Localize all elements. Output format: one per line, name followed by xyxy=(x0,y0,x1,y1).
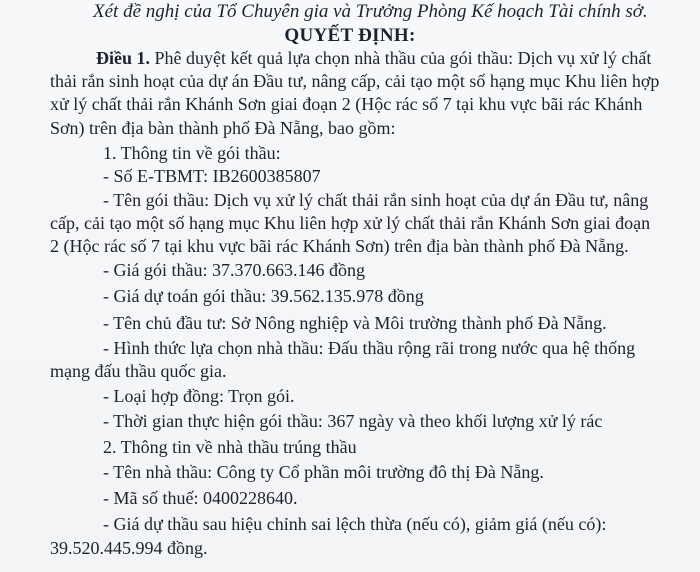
selection-method-line-1: - Hình thức lựa chọn nhà thầu: Đấu thầu rộng rãi trong nước qua hệ thống xyxy=(103,338,636,358)
investor-line: - Tên chủ đầu tư: Sở Nông nghiệp và Môi trường thành phố Đà Nẵng. xyxy=(103,313,607,333)
package-name-line-1: - Tên gói thầu: Dịch vụ xử lý chất thải rắn sinh hoạt của dự án Đầu tư, nâng xyxy=(103,190,649,210)
tax-code-line: - Mã số thuế: 0400228640. xyxy=(103,488,298,508)
contractor-name-line: - Tên nhà thầu: Công ty Cổ phần môi trường đô thị Đà Nẵng. xyxy=(103,462,544,482)
contract-type-line: - Loại hợp đồng: Trọn gói. xyxy=(103,386,295,406)
bid-price-line-1: - Giá dự thầu sau hiệu chỉnh sai lệch thừa (nếu có), giảm giá (nếu có): xyxy=(103,514,607,534)
article-1-text: Phê duyệt kết quả lựa chọn nhà thầu của gói thầu: Dịch vụ xử lý chất xyxy=(150,48,652,68)
etbmt-line: - Số E-TBMT: IB2600385807 xyxy=(103,166,321,186)
package-name-line-2: cấp, cải tạo một số hạng mục Khu liên hợp xử lý chất thải rắn Khánh Sơn giai đoạn xyxy=(50,213,651,233)
article-1-label: Điều 1. xyxy=(96,48,150,68)
package-price-line: - Giá gói thầu: 37.370.663.146 đồng xyxy=(103,260,365,280)
article-1-line-2: thải rắn sinh hoạt của dự án Đầu tư, nâng cấp, cải tạo một số hạng mục Khu liên hợp xyxy=(50,71,660,91)
section-1-title: 1. Thông tin về gói thầu: xyxy=(103,143,281,163)
duration-line: - Thời gian thực hiện gói thầu: 367 ngày và theo khối lượng xử lý rác xyxy=(103,411,603,431)
section-2-title: 2. Thông tin về nhà thầu trúng thầu xyxy=(103,437,357,457)
selection-method-line-2: mạng đấu thầu quốc gia. xyxy=(50,361,227,381)
intro-line: Xét đề nghị của Tổ Chuyên gia và Trưởng Phòng Kế hoạch Tài chính sở. xyxy=(93,1,648,22)
estimate-price-line: - Giá dự toán gói thầu: 39.562.135.978 đồng xyxy=(103,286,424,306)
article-1-line-3: xử lý chất thải rắn Khánh Sơn giai đoạn 2 (Hộc rác số 7 tại khu vực bãi rác Khánh xyxy=(50,94,643,114)
article-1-line-4: Sơn) trên địa bàn thành phố Đà Nẵng, bao gồm: xyxy=(50,118,396,138)
package-name-line-3: 2 (Hộc rác số 7 tại khu vực bãi rác Khánh Sơn) trên địa bàn thành phố Đà Nẵng. xyxy=(50,236,629,256)
article-1-line-1 xyxy=(96,46,651,70)
bid-price-line-2: 39.520.445.994 đồng. xyxy=(50,538,208,558)
decision-heading: QUYẾT ĐỊNH: xyxy=(284,25,416,46)
